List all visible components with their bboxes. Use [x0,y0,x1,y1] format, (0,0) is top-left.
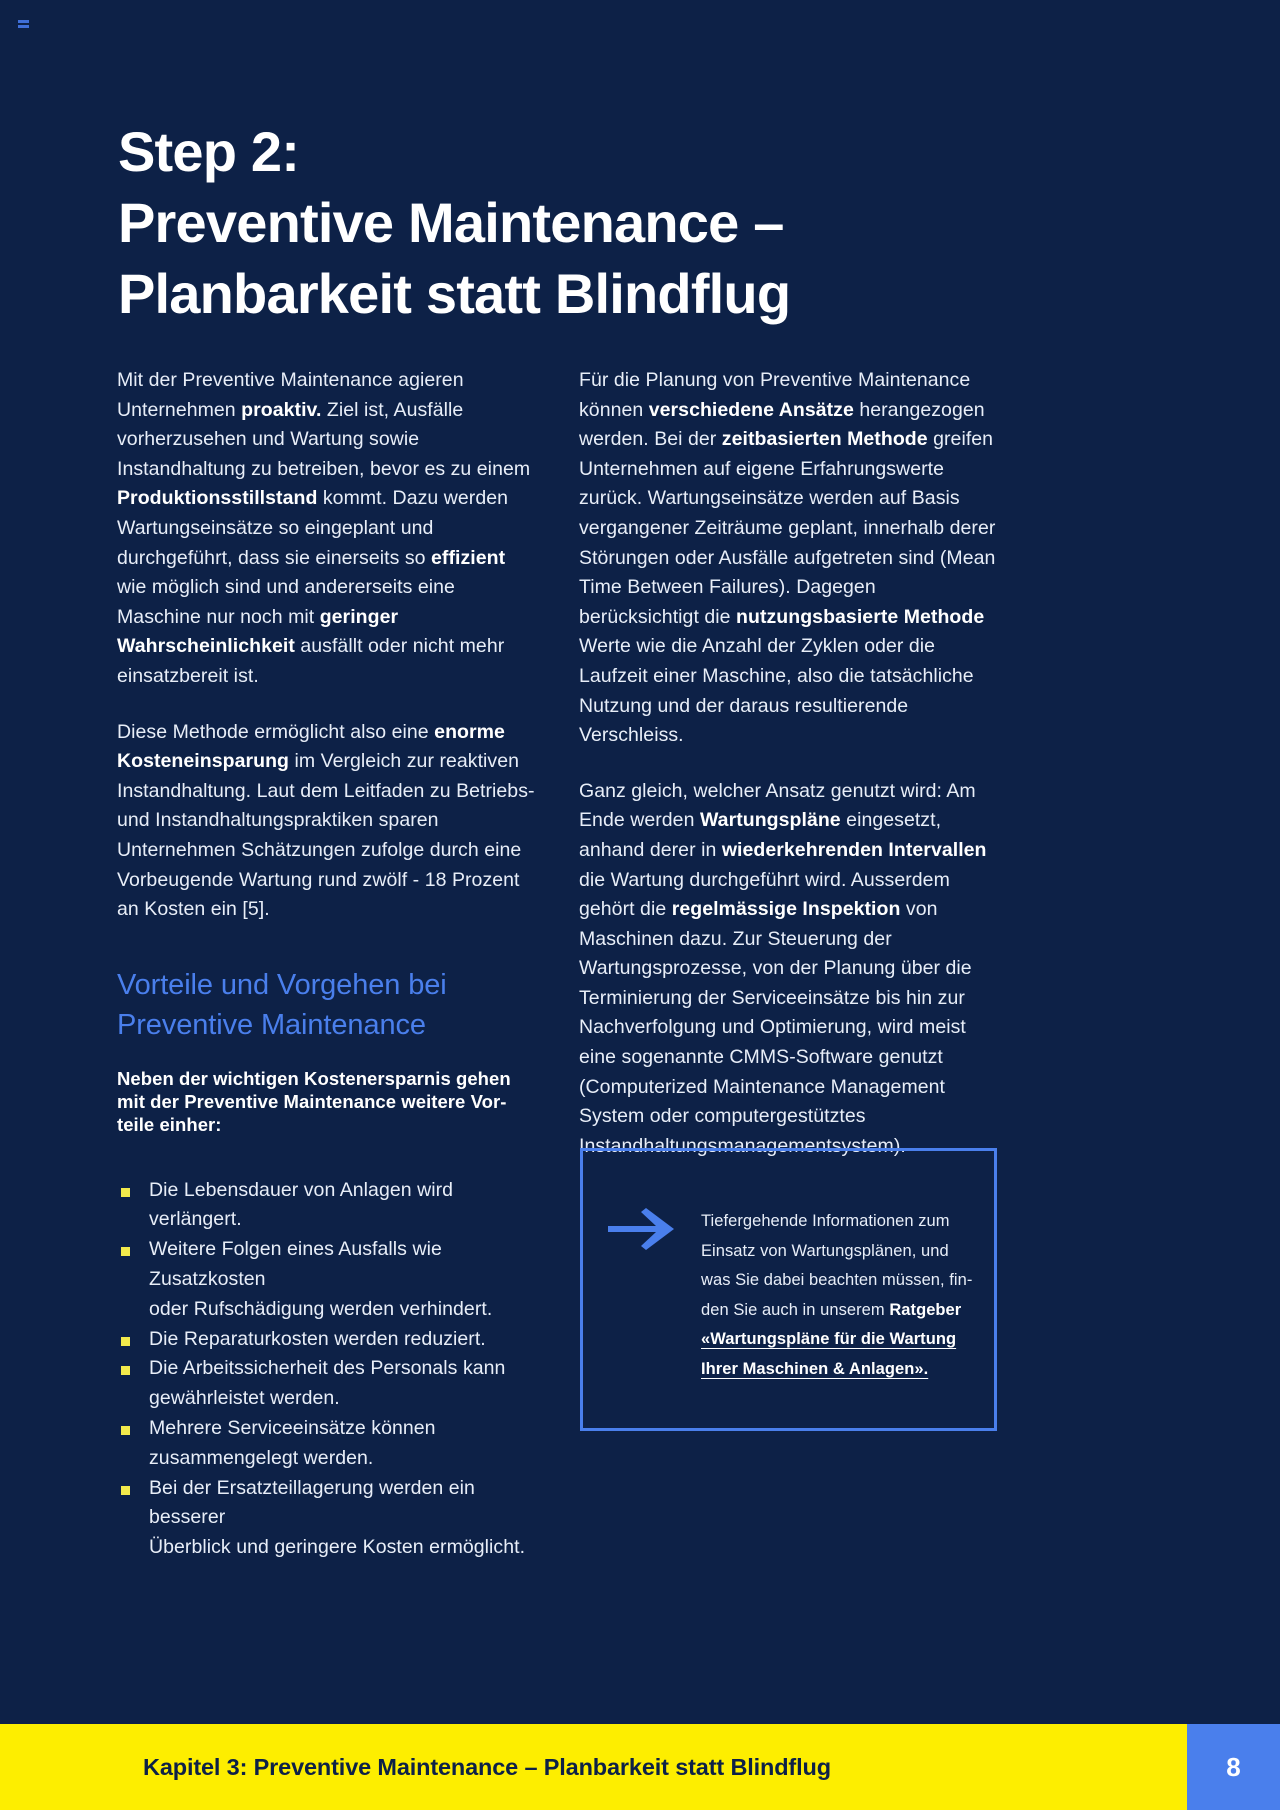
bullet-square-icon [121,1337,130,1346]
emphasis-text: regelmässige Inspektion [671,898,901,921]
benefits-list-item-line: Die Reparaturkosten werden reduziert. [149,1327,486,1350]
body-text: Mit der Preventive Maintenance agieren Unternehmen [117,369,464,421]
footer-page-number: 8 [1187,1724,1280,1810]
body-text: greifen Unternehmen auf eigene Erfahrungswerte zurück. Wartungseinsätze werden auf Basis vergangener Zeiträume geplant, innerhalb derer Störungen oder Ausfälle aufgetreten sind (Mean Time Between Failures). Dagegen berücksichtigt die [579,428,996,628]
bullet-square-icon [121,1247,130,1256]
emphasis-text: geringer Wahrscheinlichkeit [117,605,399,658]
benefits-list-item-line: Bei der Ersatzteillagerung werden ein besserer [149,1476,475,1529]
benefits-list-intro-line-2: mit der Preventive Maintenance weitere Vor- [117,1090,507,1112]
footer-chapter-bar [0,1724,1187,1810]
benefits-list-item [117,1354,535,1414]
body-text: von Maschinen dazu. Zur Steuerung der Wartungsprozesse, von der Planung über die Terminierung der Serviceeinsätze bis hin zur Nachverfolgung und Optimierung, wird meist eine sogenannte CMMS-Software genutzt (Computerized Maintenance Management System oder computergestütztes Instandhaltungsmanagementsystem). [579,898,972,1157]
benefits-list-item-line: Mehrere Serviceeinsätze können [149,1417,436,1440]
ratgeber-link[interactable]: Ihrer Maschinen & Anlagen». [701,1359,929,1378]
body-text: kommt. Dazu werden Wartungseinsätze so eingeplant und durchgeführt, dass sie einerseits so [117,487,509,569]
body-text: im Vergleich zur reaktiven Instandhaltung. Laut dem Leitfaden zu Betriebs- und Instandhaltungspraktiken sparen Unternehmen Schätzungen zufolge durch eine Vorbeugende Wartung rund zwölf - 18 Prozent an Kosten ein [5]. [117,750,535,921]
body-text: den Sie auch in unserem [701,1300,890,1319]
body-text: die Wartung durchgeführt wird. Ausserdem gehört die [579,868,950,921]
benefits-list-item [117,1235,535,1324]
benefits-list-item-line: oder Rufschädigung werden verhindert. [149,1297,493,1320]
left-paragraph-1 [117,366,535,692]
benefits-list-item-line: gewährleistet werden. [149,1387,340,1410]
benefits-list-item [117,1325,535,1355]
arrow-right-icon [608,1208,674,1255]
emphasis-text: nutzungsbasierte Methode [736,605,985,628]
benefits-list-item [117,1414,535,1474]
body-text: Werte wie die Anzahl der Zyklen oder die Laufzeit einer Maschine, also die tatsächliche Nutzung und der daraus resultierende Verschleiss. [579,635,974,747]
body-text: eingesetzt, anhand derer in [579,809,942,861]
crop-mark-icon [18,20,29,23]
emphasis-text: Wartungspläne [699,809,841,832]
section-heading-vorteile [117,965,535,1045]
benefits-list-item [117,1176,535,1236]
body-text: Für die Planung von Preventive Maintenance können [579,369,971,421]
bullet-square-icon [121,1486,130,1495]
emphasis-text: Produktionsstillstand [117,487,318,510]
body-text: Einsatz von Wartungsplänen, und [701,1241,949,1260]
page-title [118,116,1118,329]
emphasis-text: Ratgeber [889,1300,962,1319]
benefits-list-item-line: Die Lebensdauer von Anlagen wird verlängert. [149,1178,454,1231]
bullet-square-icon [121,1426,130,1435]
page-title-line-3: Planbarkeit statt Blindflug [118,262,791,325]
benefits-list [117,1176,535,1563]
benefits-list-item-line: Überblick und geringere Kosten ermöglicht. [149,1536,526,1559]
right-paragraph-1 [579,366,997,751]
left-paragraph-2 [117,718,535,925]
page-title-line-2: Preventive Maintenance – [118,191,784,254]
emphasis-text: enorme Kosteneinsparung [117,720,505,773]
body-text: herangezogen werden. Bei der [579,398,985,451]
ratgeber-link[interactable]: «Wartungspläne für die Wartung [701,1330,957,1349]
info-callout-line [701,1325,973,1355]
body-text: ausfällt oder nicht mehr einsatzbereit ist. [117,635,505,687]
body-text: wie möglich sind und andererseits eine Maschine nur noch mit [117,576,455,628]
emphasis-text: verschiedene Ansätze [648,398,854,421]
emphasis-text: proaktiv. [241,398,322,421]
benefits-list-item [117,1474,535,1563]
bullet-square-icon [121,1188,130,1197]
info-callout-line [701,1266,973,1296]
benefits-list-item-line: Weitere Folgen eines Ausfalls wie Zusatzkosten [149,1238,442,1291]
page-title-line-1: Step 2: [118,120,300,183]
body-text: Diese Methode ermöglicht also eine [117,720,435,743]
emphasis-text: wiederkehrenden Intervallen [721,838,987,861]
info-callout-text [701,1207,973,1385]
info-callout-line [701,1207,973,1237]
left-column [117,366,535,1563]
benefits-list-intro-line-1: Neben der wichtigen Kostenersparnis gehen [117,1067,511,1089]
page-footer [0,1724,1280,1810]
info-callout-line [701,1237,973,1267]
body-text: Ziel ist, Ausfälle vorherzusehen und Wartung sowie Instandhaltung zu betreiben, bevor es zu einem [117,398,531,480]
body-text: was Sie dabei beachten müssen, fin- [701,1271,973,1290]
info-callout-line [701,1355,973,1385]
benefits-list-intro-line-3: teile einher: [117,1113,222,1135]
info-callout-box [580,1148,997,1431]
body-text: Tiefergehende Informationen zum [701,1212,950,1230]
emphasis-text: effizient [431,546,506,569]
body-text: Ganz gleich, welcher Ansatz genutzt wird: Am Ende werden [579,779,976,832]
benefits-list-item-line: zusammengelegt werden. [149,1446,374,1469]
right-paragraph-2 [579,777,997,1162]
section-heading-line-2: Preventive Maintenance [117,1008,426,1041]
benefits-list-item-line: Die Arbeitssicherheit des Personals kann [149,1357,506,1380]
emphasis-text: zeitbasierten Methode [721,428,928,451]
footer-chapter-title: Kapitel 3: Preventive Maintenance – Planbarkeit statt Blindflug [143,1753,831,1780]
right-column [579,366,997,1161]
benefits-list-intro [117,1067,535,1136]
bullet-square-icon [121,1366,130,1375]
section-heading-line-1: Vorteile und Vorgehen bei [117,968,447,1001]
info-callout-line [701,1296,973,1326]
